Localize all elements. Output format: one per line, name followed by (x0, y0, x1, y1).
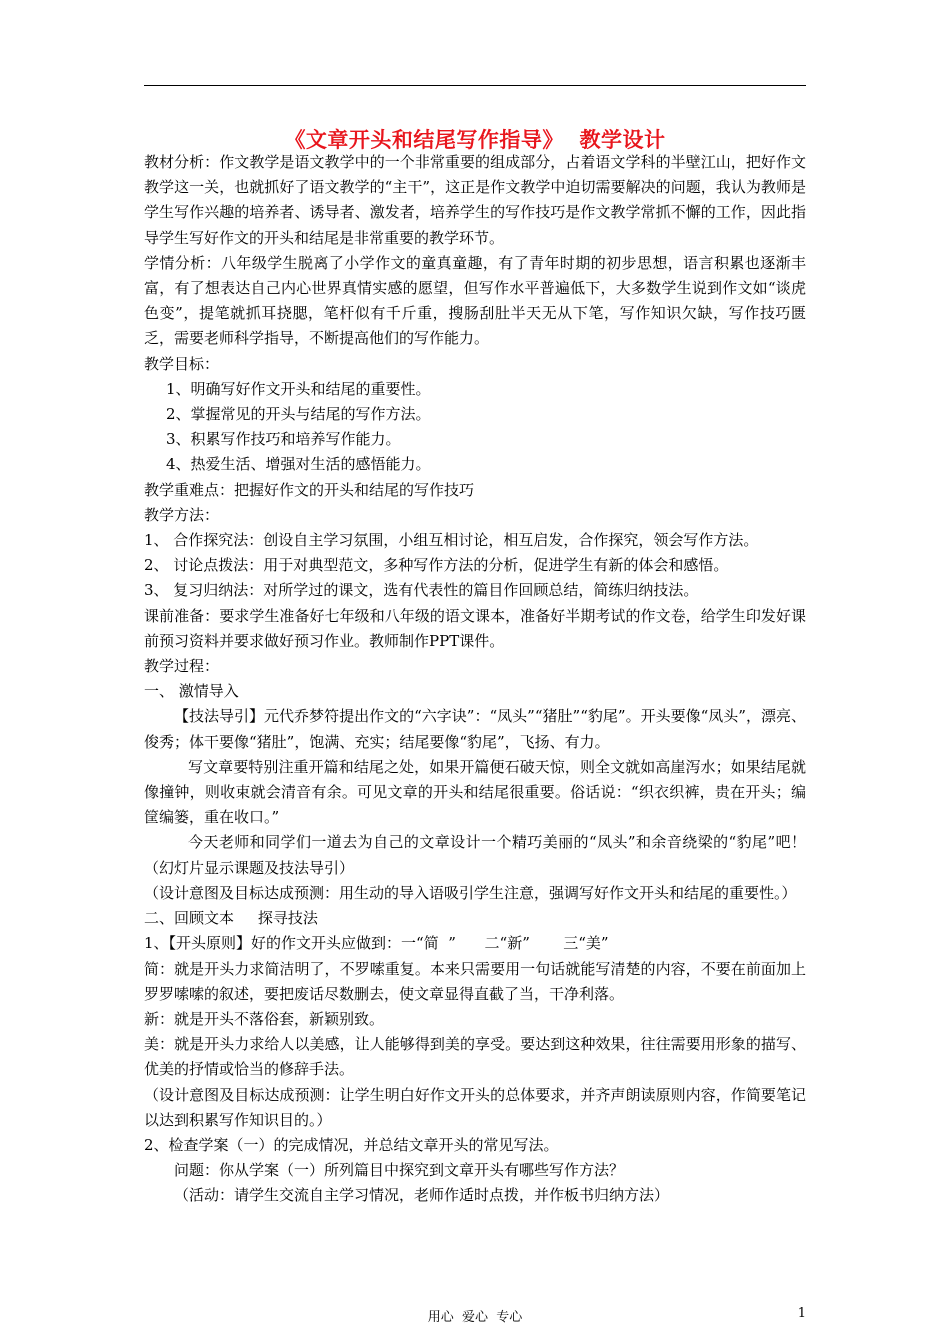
header-rule (144, 85, 806, 86)
method-item: 3、 复习归纳法：对所学过的课文，选有代表性的篇目作回顾总结，简练归纳技法。 (144, 581, 699, 600)
paragraph-today: 今天老师和同学们一道去为自己的文章设计一个精巧美丽的“凤头”和余音绕梁的“豹尾”吧！（幻灯片显示课题及技法导引） (144, 833, 806, 877)
paragraph-design-intent-1: （设计意图及目标达成预测：用生动的导入语吸引学生注意，强调写好作文开头和结尾的重要性。） (144, 883, 797, 902)
paragraph-key-points: 教学重难点：把握好作文的开头和结尾的写作技巧 (144, 480, 475, 499)
goal-item: 3、积累写作技巧和培养写作能力。 (166, 430, 401, 449)
paragraph-new: 新：就是开头不落俗套，新颖别致。 (144, 1009, 385, 1028)
document-title: 《文章开头和结尾写作指导》 教学设计 (284, 128, 666, 152)
paragraph-check-worksheet: 2、检查学案（一）的完成情况，并总结文章开头的常见写法。 (144, 1135, 559, 1154)
paragraph-activity: （活动：请学生交流自主学习情况，老师作适时点拨，并作板书归纳方法） (174, 1186, 670, 1205)
goal-item: 2、掌握常见的开头与结尾的写作方法。 (166, 405, 431, 424)
heading-teaching-process: 教学过程： (144, 657, 220, 676)
goal-item: 1、明确写好作文开头和结尾的重要性。 (166, 379, 431, 398)
paragraph-question: 问题：你从学案（一）所列篇目中探究到文章开头有哪些写作方法？ (174, 1161, 625, 1180)
section-heading-review: 二、回顾文本 探寻技法 (144, 909, 318, 928)
paragraph-design-intent-2: （设计意图及目标达成预测：让学生明白好作文开头的总体要求，并齐声朗读原则内容，作简要笔记以达到积累写作知识目的。） (144, 1085, 806, 1129)
heading-teaching-methods: 教学方法： (144, 505, 220, 524)
method-item: 1、 合作探究法：创设自主学习氛围，小组互相讨论，相互启发，合作探究，领会写作方法。 (144, 531, 759, 550)
footer-slogan: 用心 爱心 专心 (427, 1310, 523, 1325)
paragraph-simple: 简：就是开头力求简洁明了，不罗嗦重复。本来只需要用一句话就能写清楚的内容，不要在前面加上罗罗嗦嗦的叙述，要把废话尽数删去，使文章显得直截了当，干净利落。 (144, 959, 806, 1003)
paragraph-opening-principles: 1、【开头原则】好的作文开头应做到：一“简 ” 二“新” 三“美” (144, 934, 609, 953)
goal-item: 4、热爱生活、增强对生活的感悟能力。 (166, 455, 431, 474)
heading-teaching-goals: 教学目标： (144, 354, 220, 373)
paragraph-material-analysis: 教材分析：作文教学是语文教学中的一个非常重要的组成部分，占着语文学科的半壁江山，把好作文教学这一关，也就抓好了语文教学的“主干”，这正是作文教学中迫切需要解决的问题，我认为教师是学生写作兴趣的培养者、诱导者、激发者，培养学生的写作技巧是作文教学常抓不懈的工作，因此指导学生写好作文的开头和结尾是非常重要的教学环节。 (144, 153, 806, 247)
page-number: 1 (797, 1306, 806, 1321)
document-body (144, 150, 806, 1209)
section-heading-intro: 一、 激情导入 (144, 682, 239, 701)
method-item: 2、 讨论点拨法：用于对典型范文，多种写作方法的分析，促进学生有新的体会和感悟。 (144, 556, 729, 575)
paragraph-student-analysis: 学情分析：八年级学生脱离了小学作文的童真童趣，有了青年时期的初步思想，语言积累也逐渐丰富，有了想表达自己内心世界真情实感的愿望，但写作水平普遍低下，大多数学生说到作文如“谈虎色变”，提笔就抓耳挠腮，笔杆似有千斤重，搜肠刮肚半天无从下笔，写作知识欠缺，写作技巧匮乏，需要老师科学指导，不断提高他们的写作能力。 (144, 253, 806, 348)
paragraph-opening-ending: 写文章要特别注重开篇和结尾之处，如果开篇便石破天惊，则全文就如高崖泻水；如果结尾就像撞钟，则收束就会清音有余。可见文章的开头和结尾很重要。俗话说：“织衣织裤，贵在开头；编筐编篓，重在收口。” (144, 757, 806, 827)
paragraph-technique-guide: 【技法导引】元代乔梦符提出作文的“六字诀”：“凤头”“猪肚”“豹尾”。开头要像“凤头”，漂亮、俊秀；体干要像“猪肚”，饱满、充实；结尾要像“豹尾”，飞扬、有力。 (144, 707, 806, 751)
paragraph-preparation: 课前准备：要求学生准备好七年级和八年级的语文课本，准备好半期考试的作文卷，给学生印发好课前预习资料并要求做好预习作业。教师制作PPT课件。 (144, 606, 806, 650)
paragraph-beauty: 美：就是开头力求给人以美感，让人能够得到美的享受。要达到这种效果，往往需要用形象的描写、优美的抒情或恰当的修辞手法。 (144, 1035, 806, 1079)
